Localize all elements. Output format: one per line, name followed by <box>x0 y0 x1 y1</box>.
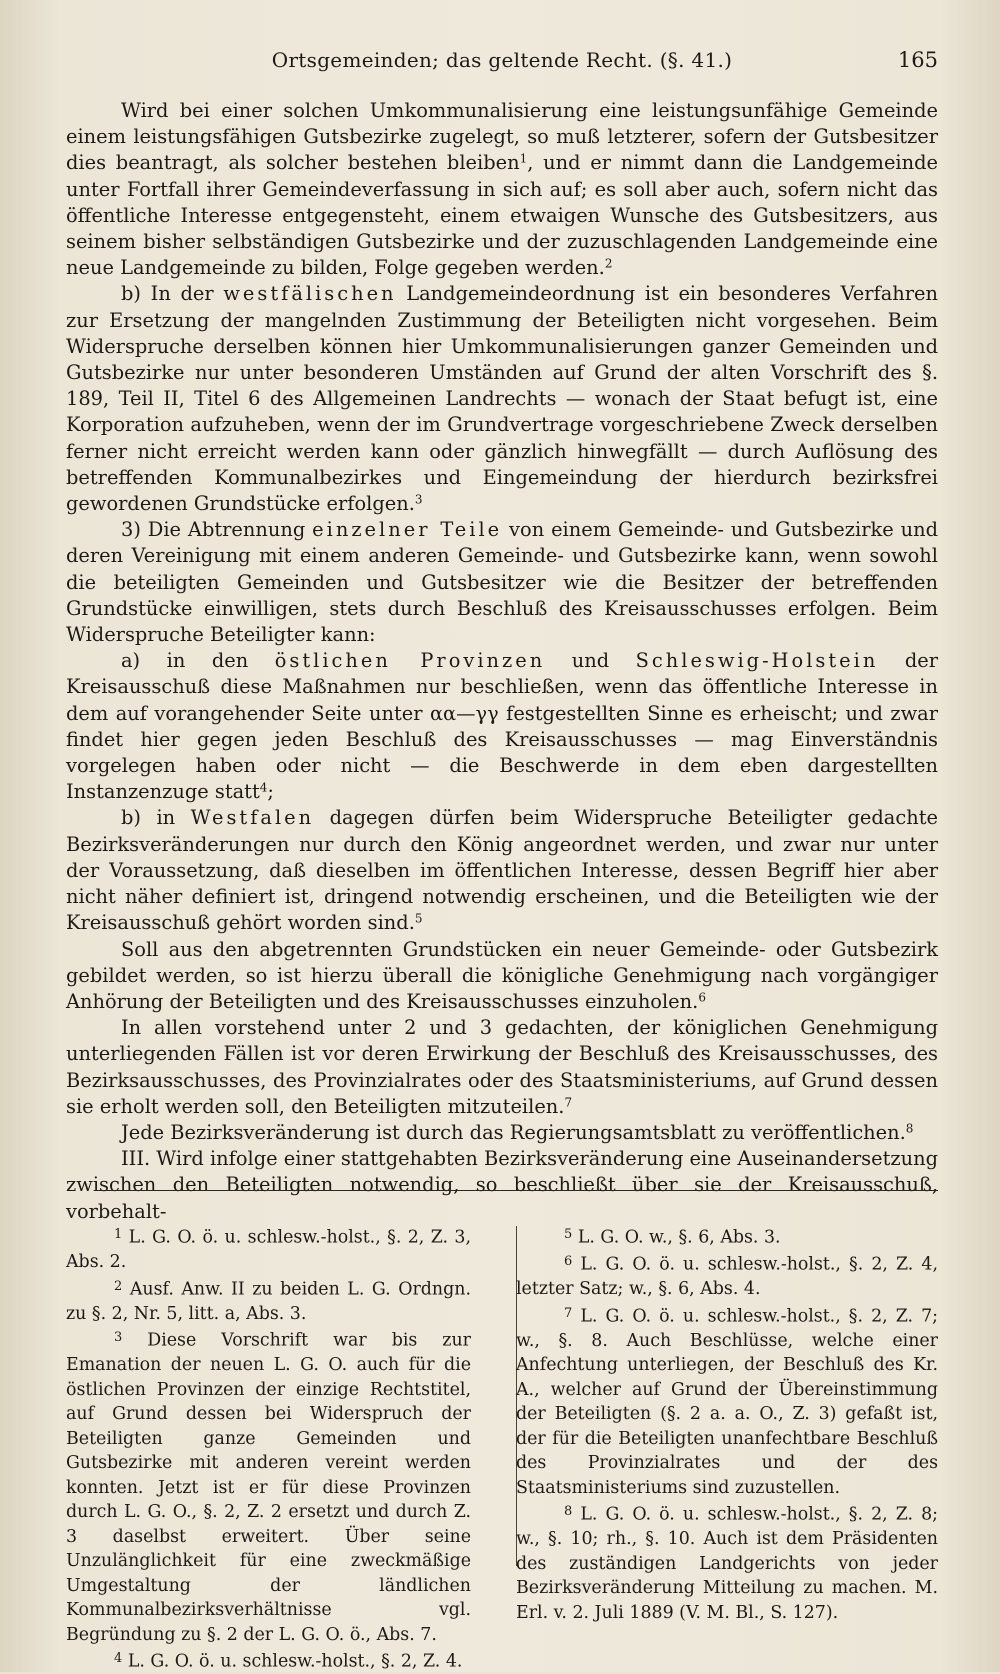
footnotes-right-column <box>516 1223 938 1625</box>
paragraph-5 <box>66 805 938 936</box>
footnote-ref[interactable]: 8 <box>905 1121 914 1136</box>
emphasis-text: einzelner Teile <box>312 518 503 542</box>
footnote-mark: 8 <box>564 1504 573 1520</box>
footnote-ref[interactable]: 1 <box>519 151 528 166</box>
paragraph-text: III. Wird infolge einer stattgehabten Bezirksveränderung eine Auseinandersetzung zwischen den Beteiligten notwendig, so beschließt über sie der Kreisausschuß, vorbehalt- <box>66 1147 938 1223</box>
footnote-ref[interactable]: 3 <box>414 492 423 507</box>
paragraph-text: , und er nimmt dann die Landgemeinde unter Fortfall ihrer Gemeindeverfassung in sich auf; es soll aber auch, sofern nicht das öffentliche Interesse entgegensteht, einem etwaigen Wunsche des Gutsbesitzers, aus seinem bisher selbständigen Gutsbezirke und der zuzuschlagenden Landgemeinde eine neue Landgemeinde zu bilden, Folge gegeben werden. <box>66 151 938 280</box>
footnote-ref[interactable]: 7 <box>564 1095 573 1110</box>
paragraph-text: Landgemeindeordnung ist ein besonderes Verfahren zur Ersetzung der mangelnden Zustimmung der Beteiligten nicht vorgesehen. Beim Widerspruche derselben können hier Umkommunalisierungen ganzer Gemeinden und Gutsbezirke nur unter besonderen Umständen auf Grund der alten Vorschrift des §. 189, Teil II, Titel 6 des Allgemeinen Landrechts — wonach der Staat befugt ist, eine Korporation aufzuheben, wenn der im Grundvertrage vorgeschriebene Zweck derselben ferner nicht erreicht werden kann oder gänzlich hinwegfällt — durch Auflösung des betreffenden Kommunalbezirkes und Eingemeindung der hierdurch bezirksfrei gewordenen Grundstücke erfolgen. <box>66 282 938 516</box>
paragraph-text: dagegen dürfen beim Widerspruche Beteiligter gedachte Bezirksveränderungen nur durch den König angeordnet werden, und zwar nur unter der Voraussetzung, daß dieselben im öffentlichen Interesse, dessen Begriff hier aber nicht näher definiert ist, dringend notwendig erscheinen, und die Beteiligten wie der Kreisausschuß gehört worden sind. <box>66 806 938 935</box>
footnote-ref[interactable]: 4 <box>259 780 268 795</box>
emphasis-text: westfälischen <box>223 282 397 306</box>
footnote-text: L. G. O. w., §. 6, Abs. 3. <box>577 1227 781 1248</box>
paragraph-text: a) in den <box>121 649 275 673</box>
footnote-divider <box>94 1190 938 1191</box>
paragraph-3 <box>66 517 938 648</box>
paragraph-text: von einem Gemeinde- und Gutsbezirke und deren Vereinigung mit einem anderen Gemeinde- und Gutsbezirke kann, wenn sowohl die beteiligten Gemeinden und Gutsbesitzer wie die Besitzer der betreffenden Grundstücke einwilligen, stets durch Beschluß des Kreisausschusses erfolgen. Beim Widerspruche Beteiligter kann: <box>66 518 938 647</box>
paragraph-text: In allen vorstehend unter 2 und 3 gedachten, der königlichen Genehmigung unterliegenden Fällen ist vor deren Erwirkung der Beschluß des Kreisausschusses, des Bezirksausschusses, des Provinzialrates oder des Staatsministeriums, auf Grund dessen sie erholt werden soll, den Beteiligten mitzuteilen. <box>66 1016 938 1118</box>
footnote-text: Ausf. Anw. II zu beiden L. G. Ordngn. zu §. 2, Nr. 5, litt. a, Abs. 3. <box>66 1279 471 1324</box>
page-number: 165 <box>897 48 938 72</box>
footnote <box>66 1647 471 1674</box>
footnote-mark: 6 <box>564 1254 573 1270</box>
main-text <box>66 98 938 1225</box>
footnote <box>516 1223 938 1250</box>
emphasis-text: östlichen Provinzen <box>274 649 546 673</box>
emphasis-text: Westfalen <box>190 806 315 830</box>
footnote <box>516 1302 938 1501</box>
paragraph-text: ; <box>267 780 274 804</box>
footnote-mark: 7 <box>564 1305 573 1321</box>
footnote-ref[interactable]: 5 <box>414 911 423 926</box>
paragraph-text: b) in <box>121 806 191 830</box>
footnotes-left-column <box>66 1223 471 1674</box>
footnote <box>516 1500 938 1625</box>
footnote-mark: 3 <box>114 1330 123 1346</box>
footnote <box>516 1250 938 1302</box>
paragraph-7 <box>66 1015 938 1120</box>
footnote-mark: 1 <box>114 1227 123 1242</box>
footnote-text: L. G. O. ö. u. schlesw.-holst., §. 2, Z. 4, letzter Satz; w., §. 6, Abs. 4. <box>516 1254 938 1300</box>
paragraph-2 <box>66 281 938 517</box>
footnote-mark: 2 <box>114 1278 123 1294</box>
paragraph-text: 3) Die Abtrennung <box>121 518 313 542</box>
footnote-text: Diese Vorschrift war bis zur Emanation der neuen L. G. O. auch für die östlichen Provinzen der einzige Rechtstitel, auf Grund dessen bei Widerspruch der Beteiligten ganze Gemeinden und Gutsbezirke mit anderen vereint werden konnten. Jetzt ist er für diese Provinzen durch L. G. O., §. 2, Z. 2 ersetzt und durch Z. 3 daselbst erweitert. Über seine Unzulänglichkeit für eine zweckmäßige Umgestaltung der ländlichen Kommunalbezirksverhältnisse vgl. Begründung zu §. 2 der L. G. O. ö., Abs. 7. <box>66 1330 471 1645</box>
footnote-ref[interactable]: 6 <box>698 990 706 1005</box>
paragraph-1 <box>66 98 938 281</box>
paragraph-text: b) In der <box>121 282 224 306</box>
paragraph-text: der Kreisausschuß diese Maßnahmen nur beschließen, wenn das öffentliche Interesse in dem auf vorangehender Seite unter αα—γγ festgestellten Sinne es erheischt; und zwar findet hier gegen jeden Beschluß des Kreisausschusses — mag Einverständnis vorgelegen haben oder nicht — die Beschwerde in dem eben dargestellten Instanzenzuge statt <box>66 649 939 804</box>
paragraph-6 <box>66 937 938 1016</box>
footnote-ref[interactable]: 2 <box>604 256 613 271</box>
paragraph-text: Wird bei einer solchen Umkommunalisierung eine leistungsunfähige Gemeinde einem leistungsfähigen Gutsbezirke zugelegt, so muß letzterer, sofern der Gutsbesitzer dies beantragt, als solcher bestehen bleiben <box>66 99 938 175</box>
footnote <box>66 1326 471 1647</box>
footnote-mark: 5 <box>564 1227 573 1242</box>
footnote-text: L. G. O. ö. u. schlesw.-holst., §. 2, Z. 7; w., §. 8. Auch Beschlüsse, welche einer Anfechtung unterliegen, der Beschluß des Kr. A., welcher auf Grund der Übereinstimmung der Beteiligten (§. 2 a. a. O., Z. 3) gefaßt ist, der für die Beteiligten unanfechtbare Beschluß des Provinzialrates und der des Staatsministeriums sind zuzustellen. <box>516 1306 938 1498</box>
emphasis-text: Schleswig-Holstein <box>635 649 879 673</box>
paragraph-8 <box>66 1120 938 1146</box>
paragraph-text: Soll aus den abgetrennten Grundstücken ein neuer Gemeinde- oder Gutsbezirk gebildet werden, so ist hierzu überall die königliche Genehmigung nach vorgängiger Anhörung der Beteiligten und des Kreisausschusses einzuholen. <box>66 937 938 1013</box>
footnote-text: L. G. O. ö. u. schlesw.-holst., §. 2, Z. 3, Abs. 2. <box>66 1227 471 1273</box>
footnote-text: L. G. O. ö. u. schlesw.-holst., §. 2, Z. 4. <box>127 1651 463 1672</box>
footnote-mark: 4 <box>114 1651 123 1667</box>
running-head: Ortsgemeinden; das geltende Recht. (§. 41.) <box>271 48 733 72</box>
paragraph-9 <box>66 1146 938 1225</box>
page-header <box>66 48 938 78</box>
footnote <box>66 1223 471 1275</box>
footnote-text: L. G. O. ö. u. schlesw.-holst., §. 2, Z. 8; w., §. 10; rh., §. 10. Auch ist dem Präsidenten des zuständigen Landgerichts von jeder Bezirksveränderung Mitteilung zu machen. M. Erl. v. 2. Juli 1889 (V. M. Bl., S. 127). <box>516 1504 938 1623</box>
paragraph-4 <box>66 648 938 805</box>
footnote <box>66 1275 471 1327</box>
paragraph-text: und <box>545 649 636 673</box>
paragraph-text: Jede Bezirksveränderung ist durch das Regierungsamtsblatt zu veröffentlichen. <box>121 1120 906 1144</box>
